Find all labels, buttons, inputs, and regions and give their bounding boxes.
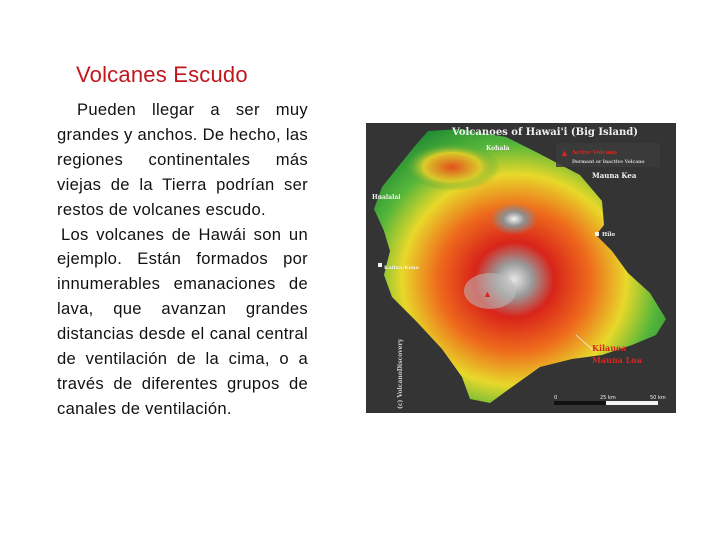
- label-kailua-kona: Kailua-Kona: [384, 265, 419, 271]
- label-mauna-loa: Mauna Loa: [592, 355, 642, 365]
- map-title: Volcanoes of Hawai'i (Big Island): [452, 127, 638, 138]
- paragraph-intro: Pueden llegar a ser muy grandes y anchos. De hecho, las regiones continentales más viejas de la Tierra podrían ser restos de volcanes escudo.: [57, 100, 308, 219]
- paragraph-hawaii: Los volcanes de Hawái son un ejemplo. Están formados por innumerables emanaciones de lava, que avanzan grandes distancias desde el canal central de ventilación de la cima, o a través de diferentes grupos de canales de ventilación.: [57, 224, 308, 418]
- scale-bar-dark: [554, 401, 606, 405]
- hilo-marker: [595, 232, 599, 236]
- map-credit: (c) VolcanoDiscovery: [397, 338, 404, 409]
- legend-active-label: Active Volcano: [572, 150, 617, 156]
- label-kilauea: Kilauea: [592, 343, 627, 353]
- active-volcano-icon: ▲: [560, 148, 569, 158]
- kona-marker: [378, 263, 382, 267]
- slide-body: [57, 98, 308, 422]
- label-kohala: Kohala: [486, 145, 510, 152]
- hawaii-volcano-map: [366, 123, 676, 413]
- mauna-loa-vent-icon: ▲: [483, 289, 492, 299]
- scale-label-zero: 0: [554, 395, 558, 401]
- scale-bar-light: [606, 401, 658, 405]
- scale-label-50: 50 km: [650, 395, 666, 401]
- slide-title: Volcanes Escudo: [76, 62, 248, 87]
- label-hualalai: Hualalai: [372, 194, 401, 201]
- label-mauna-kea: Mauna Kea: [592, 171, 637, 180]
- mauna-kea-summit: [490, 203, 538, 235]
- legend-dormant-label: Dormant or Inactive Volcano: [572, 160, 645, 165]
- scale-label-25: 25 km: [600, 395, 616, 401]
- label-hilo: Hilo: [602, 232, 616, 238]
- map-canvas: [366, 123, 676, 413]
